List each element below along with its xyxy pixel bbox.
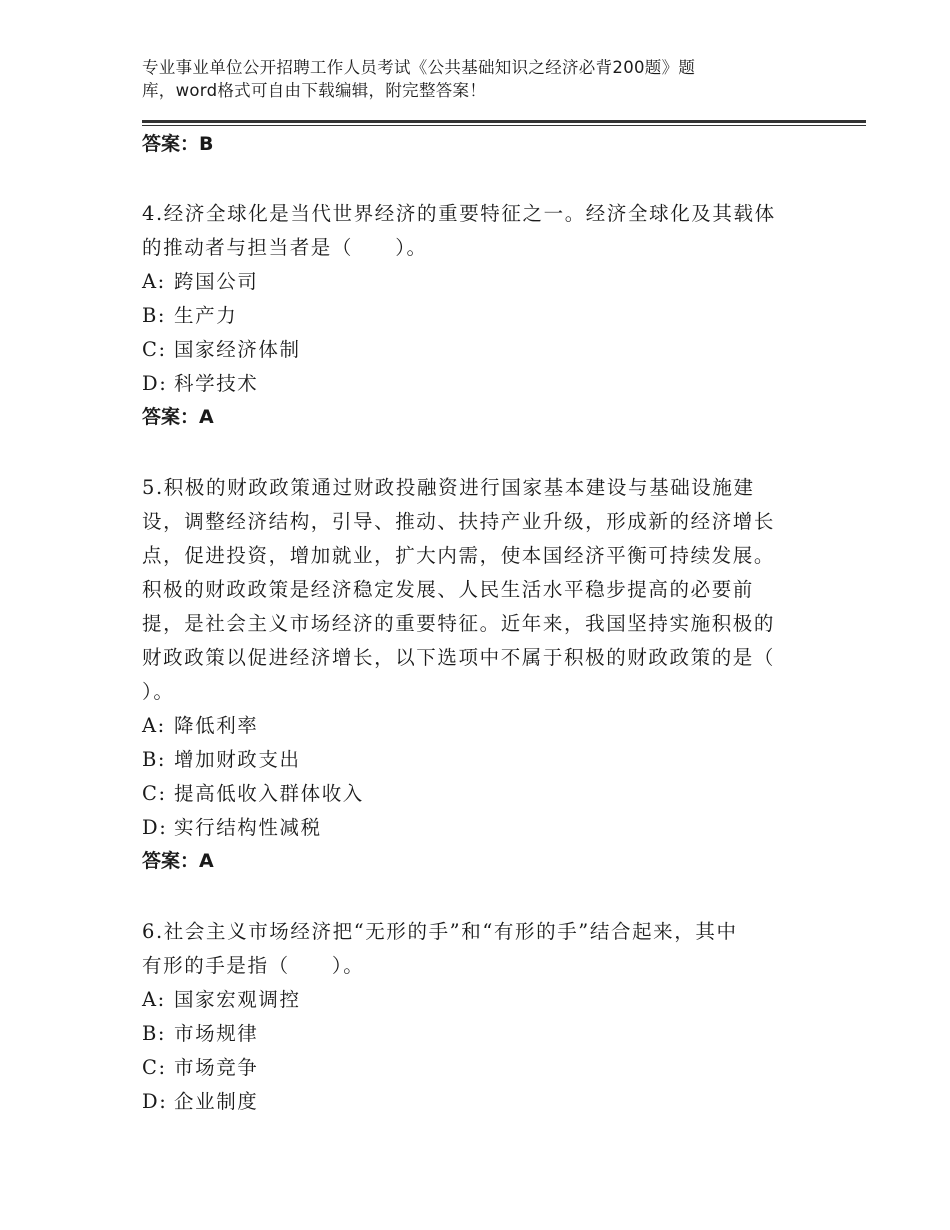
question-block-6: [142, 915, 802, 1119]
answer-previous: 答案：B: [142, 133, 214, 155]
header-divider-thin: [142, 125, 866, 126]
header-line-1: 专业事业单位公开招聘工作人员考试《公共基础知识之经济必背200题》题: [142, 58, 696, 77]
option-b: [142, 743, 802, 777]
answer-5: 答案：A: [142, 850, 214, 872]
option-key: D:: [142, 372, 168, 395]
header-line-2: 库，word格式可自由下载编辑，附完整答案！: [142, 81, 487, 100]
option-text: 实行结构性减税: [174, 816, 322, 839]
option-b: [142, 1017, 802, 1051]
option-key: B:: [142, 748, 167, 771]
option-key: B:: [142, 1022, 167, 1045]
option-key: C:: [142, 782, 167, 805]
option-a: [142, 983, 802, 1017]
option-text: 企业制度: [174, 1090, 259, 1113]
question-block-4: [142, 197, 802, 433]
option-text: 国家经济体制: [174, 338, 301, 361]
option-c: [142, 1051, 802, 1085]
option-text: 市场规律: [174, 1022, 259, 1045]
question-text-5: [142, 471, 802, 709]
question-text-6: [142, 915, 802, 983]
question-line: 提，是社会主义市场经济的重要特征。近年来，我国坚持实施积极的: [142, 612, 776, 635]
question-text-4: [142, 197, 802, 265]
option-text: 增加财政支出: [174, 748, 301, 771]
option-text: 降低利率: [174, 714, 259, 737]
option-text: 提高低收入群体收入: [174, 782, 364, 805]
option-text: 国家宏观调控: [174, 988, 301, 1011]
option-key: D:: [142, 816, 168, 839]
header-divider-thick: [142, 120, 866, 123]
option-key: A:: [142, 270, 166, 293]
option-key: B:: [142, 304, 167, 327]
option-text: 跨国公司: [174, 270, 259, 293]
option-c: [142, 333, 802, 367]
option-d: [142, 1085, 802, 1119]
question-line: 点，促进投资，增加就业，扩大内需，使本国经济平衡可持续发展。: [142, 544, 776, 567]
option-text: 科学技术: [174, 372, 259, 395]
option-text: 生产力: [174, 304, 238, 327]
document-body: [142, 128, 802, 1119]
option-b: [142, 299, 802, 333]
option-c: [142, 777, 802, 811]
question-line: 4.经济全球化是当代世界经济的重要特征之一。经济全球化及其载体: [142, 202, 776, 225]
option-text: 市场竞争: [174, 1056, 259, 1079]
question-line: 积极的财政政策是经济稳定发展、人民生活水平稳步提高的必要前: [142, 578, 754, 601]
option-d: [142, 811, 802, 845]
question-line: 5.积极的财政政策通过财政投融资进行国家基本建设与基础设施建: [142, 476, 755, 499]
question-block-5: [142, 471, 802, 877]
question-line: 的推动者与担当者是（ ）。: [142, 236, 428, 259]
option-a: [142, 265, 802, 299]
answer-4: 答案：A: [142, 406, 214, 428]
option-key: A:: [142, 988, 166, 1011]
question-line: 6.社会主义市场经济把“无形的手”和“有形的手”结合起来，其中: [142, 920, 738, 943]
option-key: C:: [142, 1056, 167, 1079]
document-header: [142, 56, 782, 102]
option-key: C:: [142, 338, 167, 361]
question-line: ）。: [142, 680, 175, 703]
option-key: A:: [142, 714, 166, 737]
option-d: [142, 367, 802, 401]
question-line: 财政政策以促进经济增长，以下选项中不属于积极的财政政策的是（: [142, 646, 776, 669]
option-a: [142, 709, 802, 743]
question-line: 有形的手是指（ ）。: [142, 954, 365, 977]
option-key: D:: [142, 1090, 168, 1113]
question-line: 设，调整经济结构，引导、推动、扶持产业升级，形成新的经济增长: [142, 510, 776, 533]
